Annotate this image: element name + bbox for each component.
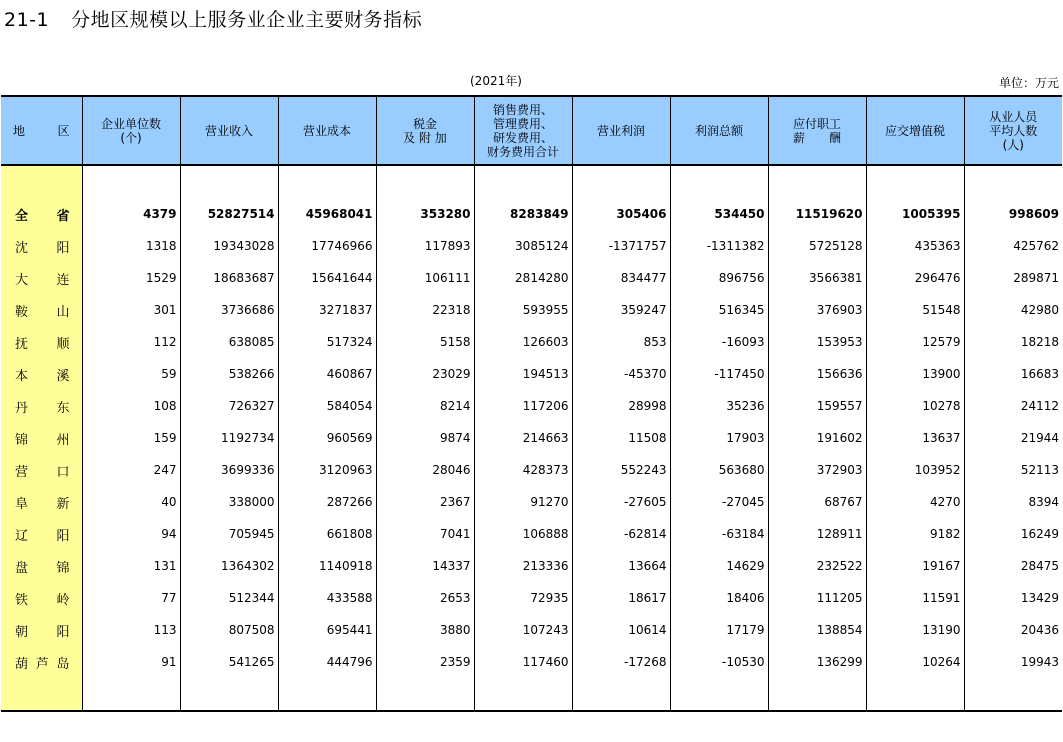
table-row: [1, 582, 1062, 614]
value-cell: [572, 165, 670, 198]
value-cell: 563680: [670, 454, 768, 486]
region-char: 沈: [15, 240, 29, 256]
value-cell: 45968041: [278, 198, 376, 230]
column-header: [670, 96, 768, 165]
value-cell: 77: [82, 582, 180, 614]
value-cell: 59: [82, 358, 180, 390]
value-cell: 117460: [474, 646, 572, 678]
region-cell: [1, 550, 82, 582]
region-name: [1, 301, 82, 320]
value-cell: 131: [82, 550, 180, 582]
value-cell: 460867: [278, 358, 376, 390]
region-char: 盘: [15, 560, 29, 576]
value-cell: 194513: [474, 358, 572, 390]
region-name: [1, 589, 82, 608]
value-cell: 247: [82, 454, 180, 486]
value-cell: 21944: [964, 422, 1062, 454]
value-cell: 305406: [572, 198, 670, 230]
value-cell: 287266: [278, 486, 376, 518]
value-cell: [474, 678, 572, 711]
header-text: 企业单位数: [100, 116, 161, 131]
header-text: (个): [120, 130, 142, 145]
header-region: [1, 96, 82, 165]
value-cell: 3085124: [474, 230, 572, 262]
value-cell: 3566381: [768, 262, 866, 294]
value-cell: 584054: [278, 390, 376, 422]
value-cell: 834477: [572, 262, 670, 294]
region-char: 葫: [15, 656, 29, 672]
table-title: 分地区规模以上服务业企业主要财务指标: [71, 9, 423, 31]
column-header: [768, 96, 866, 165]
column-header: [474, 96, 572, 165]
value-cell: 8394: [964, 486, 1062, 518]
value-cell: 68767: [768, 486, 866, 518]
value-cell: [866, 165, 964, 198]
value-cell: [964, 678, 1062, 711]
value-cell: 117206: [474, 390, 572, 422]
table-row: [1, 486, 1062, 518]
value-cell: 24112: [964, 390, 1062, 422]
region-name: [1, 397, 82, 416]
region-char: 丹: [15, 400, 29, 416]
region-name: [1, 557, 82, 576]
value-cell: 5158: [376, 326, 474, 358]
header-text: 销售费用、: [492, 102, 553, 117]
value-cell: 2814280: [474, 262, 572, 294]
value-cell: [670, 165, 768, 198]
region-char: 阳: [56, 528, 70, 544]
column-header: [278, 96, 376, 165]
region-char: 顺: [56, 336, 70, 352]
region-char: 铁: [15, 592, 29, 608]
value-cell: -27605: [572, 486, 670, 518]
region-cell: [1, 518, 82, 550]
value-cell: [82, 165, 180, 198]
value-cell: 10278: [866, 390, 964, 422]
region-cell: [1, 422, 82, 454]
value-cell: -63184: [670, 518, 768, 550]
value-cell: 113: [82, 614, 180, 646]
value-cell: 1529: [82, 262, 180, 294]
value-cell: 191602: [768, 422, 866, 454]
region-cell: [1, 390, 82, 422]
value-cell: -16093: [670, 326, 768, 358]
region-cell: [1, 454, 82, 486]
value-cell: 156636: [768, 358, 866, 390]
region-char: 本: [15, 368, 29, 384]
spacer-row: [1, 165, 1062, 198]
value-cell: [180, 165, 278, 198]
value-cell: [180, 678, 278, 711]
value-cell: 4379: [82, 198, 180, 230]
column-header: [82, 96, 180, 165]
region-char: 山: [56, 304, 70, 320]
value-cell: 512344: [180, 582, 278, 614]
table-row: [1, 358, 1062, 390]
value-cell: 2367: [376, 486, 474, 518]
value-cell: 91: [82, 646, 180, 678]
value-cell: 72935: [474, 582, 572, 614]
value-cell: 17179: [670, 614, 768, 646]
value-cell: 35236: [670, 390, 768, 422]
header-text: 营业收入: [204, 123, 253, 138]
value-cell: 726327: [180, 390, 278, 422]
region-name: [1, 525, 82, 544]
value-cell: [278, 678, 376, 711]
header-text: 利润总额: [694, 123, 743, 138]
value-cell: 94: [82, 518, 180, 550]
value-cell: 998609: [964, 198, 1062, 230]
region-cell: [1, 198, 82, 230]
value-cell: 9874: [376, 422, 474, 454]
header-text: 从业人员: [989, 109, 1038, 124]
value-cell: 2653: [376, 582, 474, 614]
value-cell: 16683: [964, 358, 1062, 390]
region-char: 朝: [15, 624, 29, 640]
value-cell: 541265: [180, 646, 278, 678]
value-cell: 18218: [964, 326, 1062, 358]
value-cell: 28475: [964, 550, 1062, 582]
value-cell: 13190: [866, 614, 964, 646]
region-char: 阳: [56, 240, 70, 256]
region-cell: [1, 582, 82, 614]
value-cell: -45370: [572, 358, 670, 390]
value-cell: 853: [572, 326, 670, 358]
header-text: 税金: [412, 116, 437, 131]
value-cell: 425762: [964, 230, 1062, 262]
value-cell: 214663: [474, 422, 572, 454]
value-cell: 15641644: [278, 262, 376, 294]
value-cell: 159: [82, 422, 180, 454]
value-cell: [768, 165, 866, 198]
region-char: 阜: [15, 496, 29, 512]
unit-note: 单位：万元: [998, 76, 1059, 90]
value-cell: 42980: [964, 294, 1062, 326]
value-cell: 3120963: [278, 454, 376, 486]
value-cell: -1371757: [572, 230, 670, 262]
table-header-row: [1, 96, 1062, 165]
value-cell: 159557: [768, 390, 866, 422]
value-cell: 13429: [964, 582, 1062, 614]
value-cell: 353280: [376, 198, 474, 230]
region-char: 东: [56, 400, 70, 416]
table-row: [1, 422, 1062, 454]
financial-indicators-table: [1, 95, 1062, 712]
value-cell: 2359: [376, 646, 474, 678]
value-cell: 301: [82, 294, 180, 326]
header-text: 营业利润: [596, 123, 645, 138]
value-cell: 8283849: [474, 198, 572, 230]
value-cell: 8214: [376, 390, 474, 422]
value-cell: 1318: [82, 230, 180, 262]
column-header: [376, 96, 474, 165]
value-cell: 376903: [768, 294, 866, 326]
value-cell: 695441: [278, 614, 376, 646]
value-cell: 338000: [180, 486, 278, 518]
region-char: 营: [15, 464, 29, 480]
header-region-label: [1, 124, 82, 138]
value-cell: [82, 678, 180, 711]
table-row: [1, 454, 1062, 486]
value-cell: 807508: [180, 614, 278, 646]
value-cell: 52827514: [180, 198, 278, 230]
value-cell: 13900: [866, 358, 964, 390]
value-cell: 960569: [278, 422, 376, 454]
value-cell: 111205: [768, 582, 866, 614]
value-cell: 289871: [964, 262, 1062, 294]
value-cell: -17268: [572, 646, 670, 678]
value-cell: 517324: [278, 326, 376, 358]
value-cell: 1005395: [866, 198, 964, 230]
value-cell: 1364302: [180, 550, 278, 582]
region-cell: [1, 646, 82, 678]
column-header: [572, 96, 670, 165]
region-name: [1, 333, 82, 352]
value-cell: 19343028: [180, 230, 278, 262]
region-char: 岭: [56, 592, 70, 608]
table-row: [1, 646, 1062, 678]
value-cell: 10614: [572, 614, 670, 646]
value-cell: [768, 678, 866, 711]
value-cell: 359247: [572, 294, 670, 326]
region-name: [1, 269, 82, 288]
value-cell: 18406: [670, 582, 768, 614]
table-row: [1, 230, 1062, 262]
value-cell: 4270: [866, 486, 964, 518]
page-title: [4, 5, 422, 32]
region-cell: [1, 486, 82, 518]
header-text: 营业成本: [302, 123, 351, 138]
value-cell: 593955: [474, 294, 572, 326]
region-name: [1, 365, 82, 384]
region-char: 省: [56, 208, 70, 224]
value-cell: -62814: [572, 518, 670, 550]
region-name: [1, 653, 82, 672]
value-cell: 9182: [866, 518, 964, 550]
header-text: 财务费用合计: [486, 144, 559, 159]
region-name: [1, 461, 82, 480]
value-cell: 14629: [670, 550, 768, 582]
value-cell: 117893: [376, 230, 474, 262]
value-cell: 17903: [670, 422, 768, 454]
value-cell: 28046: [376, 454, 474, 486]
value-cell: 444796: [278, 646, 376, 678]
region-cell: [1, 326, 82, 358]
value-cell: [670, 678, 768, 711]
value-cell: 103952: [866, 454, 964, 486]
value-cell: -117450: [670, 358, 768, 390]
region-char: 辽: [15, 528, 29, 544]
value-cell: 3271837: [278, 294, 376, 326]
value-cell: 1192734: [180, 422, 278, 454]
value-cell: 538266: [180, 358, 278, 390]
value-cell: 19167: [866, 550, 964, 582]
column-header: [964, 96, 1062, 165]
region-char: 大: [15, 272, 29, 288]
region-name: [1, 429, 82, 448]
table-row: [1, 614, 1062, 646]
value-cell: 108: [82, 390, 180, 422]
table-body: [1, 165, 1062, 711]
table-row: [1, 518, 1062, 550]
value-cell: 128911: [768, 518, 866, 550]
region-cell: [1, 230, 82, 262]
value-cell: 12579: [866, 326, 964, 358]
header-text: 应交增值税: [884, 123, 945, 138]
value-cell: [278, 165, 376, 198]
region-cell: [1, 358, 82, 390]
region-char: 芦: [35, 656, 49, 672]
value-cell: 20436: [964, 614, 1062, 646]
value-cell: -1311382: [670, 230, 768, 262]
value-cell: 516345: [670, 294, 768, 326]
value-cell: 51548: [866, 294, 964, 326]
region-cell: [1, 165, 82, 198]
value-cell: 5725128: [768, 230, 866, 262]
value-cell: 896756: [670, 262, 768, 294]
value-cell: 534450: [670, 198, 768, 230]
value-cell: 552243: [572, 454, 670, 486]
value-cell: 138854: [768, 614, 866, 646]
value-cell: 11508: [572, 422, 670, 454]
value-cell: 40: [82, 486, 180, 518]
value-cell: 13637: [866, 422, 964, 454]
header-text: 管理费用、: [492, 116, 553, 131]
header-text: 区: [57, 123, 70, 138]
region-char: 岛: [56, 656, 70, 672]
value-cell: 11591: [866, 582, 964, 614]
region-cell: [1, 678, 82, 711]
total-row: [1, 198, 1062, 230]
value-cell: [866, 678, 964, 711]
table-row: [1, 326, 1062, 358]
value-cell: 23029: [376, 358, 474, 390]
column-header: [180, 96, 278, 165]
value-cell: 428373: [474, 454, 572, 486]
header-text: 应付职工: [792, 116, 841, 131]
value-cell: [474, 165, 572, 198]
value-cell: 3699336: [180, 454, 278, 486]
region-char: 鞍: [15, 304, 29, 320]
bottom-spacer-row: [1, 678, 1062, 711]
value-cell: 107243: [474, 614, 572, 646]
value-cell: 19943: [964, 646, 1062, 678]
value-cell: 16249: [964, 518, 1062, 550]
value-cell: -27045: [670, 486, 768, 518]
region-char: 锦: [15, 432, 29, 448]
value-cell: 433588: [278, 582, 376, 614]
header-text: 地: [13, 123, 26, 138]
region-cell: [1, 614, 82, 646]
table-row: [1, 550, 1062, 582]
table-number: 21-1: [4, 9, 50, 31]
table-row: [1, 294, 1062, 326]
region-name: [1, 493, 82, 512]
value-cell: 3736686: [180, 294, 278, 326]
value-cell: 106111: [376, 262, 474, 294]
value-cell: 14337: [376, 550, 474, 582]
region-name: [1, 205, 82, 224]
year-note: (2021年): [470, 74, 522, 88]
header-text: 薪 酬: [792, 130, 841, 145]
value-cell: 18683687: [180, 262, 278, 294]
header-text: 研发费用、: [492, 130, 553, 145]
column-header: [866, 96, 964, 165]
value-cell: 18617: [572, 582, 670, 614]
value-cell: 638085: [180, 326, 278, 358]
value-cell: 213336: [474, 550, 572, 582]
value-cell: 126603: [474, 326, 572, 358]
region-char: 州: [56, 432, 70, 448]
region-cell: [1, 294, 82, 326]
value-cell: 28998: [572, 390, 670, 422]
region-char: 连: [56, 272, 70, 288]
region-char: 阳: [56, 624, 70, 640]
header-text: (人): [1002, 137, 1024, 152]
value-cell: 22318: [376, 294, 474, 326]
value-cell: [572, 678, 670, 711]
value-cell: [964, 165, 1062, 198]
value-cell: 372903: [768, 454, 866, 486]
value-cell: 112: [82, 326, 180, 358]
region-char: 全: [15, 208, 29, 224]
value-cell: 10264: [866, 646, 964, 678]
region-char: 溪: [56, 368, 70, 384]
value-cell: [376, 165, 474, 198]
value-cell: 232522: [768, 550, 866, 582]
region-cell: [1, 262, 82, 294]
value-cell: 7041: [376, 518, 474, 550]
region-char: 抚: [15, 336, 29, 352]
region-char: 新: [56, 496, 70, 512]
value-cell: 3880: [376, 614, 474, 646]
value-cell: -10530: [670, 646, 768, 678]
region-name: [1, 237, 82, 256]
value-cell: 705945: [180, 518, 278, 550]
value-cell: 296476: [866, 262, 964, 294]
region-name: [1, 621, 82, 640]
value-cell: 17746966: [278, 230, 376, 262]
value-cell: [376, 678, 474, 711]
table-row: [1, 262, 1062, 294]
table-row: [1, 390, 1062, 422]
header-text: 及 附 加: [403, 130, 447, 145]
value-cell: 52113: [964, 454, 1062, 486]
header-text: 平均人数: [989, 123, 1038, 138]
value-cell: 91270: [474, 486, 572, 518]
value-cell: 153953: [768, 326, 866, 358]
value-cell: 661808: [278, 518, 376, 550]
value-cell: 106888: [474, 518, 572, 550]
value-cell: 11519620: [768, 198, 866, 230]
region-char: 口: [56, 464, 70, 480]
value-cell: 136299: [768, 646, 866, 678]
region-char: 锦: [56, 560, 70, 576]
value-cell: 13664: [572, 550, 670, 582]
value-cell: 435363: [866, 230, 964, 262]
value-cell: 1140918: [278, 550, 376, 582]
